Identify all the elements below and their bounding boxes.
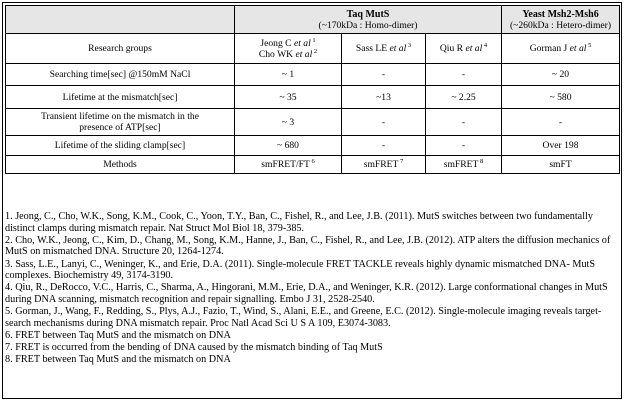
table-cell: smFRET $^7$ [342,156,426,174]
table-row [6,109,620,136]
table-cell: ~ 35 [235,86,342,109]
reference-item: 2. Cho, W.K., Jeong, C., Kim, D., Chang, M., Song, K.M., Hanne, J., Ban, C., Fishel, R., and Lee, J.B. (2012). ATP alters the diffusion mechanics of MutS on mismatched DNA. Structure 20, 1264-1274. [5,234,611,258]
table-header-row [6,6,620,34]
table-cell: - [502,109,620,136]
research-group-cell: Sass LE et al $^3$ [342,34,426,64]
table-cell: - [426,109,502,136]
taq-subtitle: (~170kDa : Homo-dimer) [318,19,418,31]
header-taq-mutS [235,6,502,34]
reference-item: 3. Sass, L.E., Lanyi, C., Weninger, K., and Erie, D.A. (2011). Single-molecule FRET TACKLE reveals highly dynamic mismatched DNA- MutS complexes. Biochemistry 49, 3174-3190. [5,258,596,282]
table-row [6,64,620,86]
reference-item: 5. Gorman, J., Wang, F., Redding, S., Plys, A.J., Fazio, T., Wind, S., Alani, E.E., and Greene, E.C. (2012). Single-molecule imaging reveals target-search mechanisms during DNA mismatch repair. Proc Natl Acad Sci U S A 109, E3074-3083. [5,306,602,329]
table-cell: - [342,136,426,156]
table-cell: - [426,136,502,156]
header-yeast [502,6,620,34]
table-cell: ~ 20 [502,64,620,86]
reference-item: 1. Jeong, C., Cho, W.K., Song, K.M., Cook, C., Yoon, T.Y., Ban, C., Fishel, R., and Lee, J.B. (2011). MutS switches between two fundamentally distinct clamps during mismatch repair. Nat Struct Mol Biol 18, 379-385. [5,211,593,234]
table-cell: smFRET/FT $^6$ [235,156,342,174]
yeast-title: Yeast Msh2-Msh6 [522,8,599,20]
table-cell: - [342,64,426,86]
row-label: Searching time[sec] @150mM NaCl [6,64,235,86]
table-row [6,86,620,109]
research-group-cell: Gorman J et al $^5$ [502,34,620,64]
table-row [6,34,620,64]
header-empty-cell [6,6,235,34]
table-cell: ~13 [342,86,426,109]
comparison-table [5,5,620,174]
table-cell: ~ 1 [235,64,342,86]
table-cell: smFRET $^8$ [426,156,502,174]
table-cell: - [426,64,502,86]
row-label: Lifetime of the sliding clamp[sec] [6,136,235,156]
reference-item: 4. Qiu, R., DeRocco, V.C., Harris, C., Sharma, A., Hingorani, M.M., Erie, D.A., and Weninger, K.R. (2012). Large conformational changes in MutS during DNA scanning, mismatch recognition and repair signalling. Embo J 31, 2528-2540. [5,282,608,305]
reference-item: 7. FRET is occurred from the bending of DNA caused by the mismatch binding of Taq MutS [5,342,383,354]
row-label: Transient lifetime on the mismatch in the presence of ATP[sec] [6,109,235,136]
table-cell: smFT [502,156,620,174]
table-cell: - [342,109,426,136]
table-cell: ~ 3 [235,109,342,136]
row-label: Research groups [6,34,235,64]
row-label: Lifetime at the mismatch[sec] [6,86,235,109]
table-row [6,156,620,174]
row-label: Methods [6,156,235,174]
table-cell: ~ 680 [235,136,342,156]
table-row [6,136,620,156]
reference-item: 6. FRET between Taq MutS and the mismatch on DNA [5,329,231,341]
yeast-subtitle: (~260kDa : Hetero-dimer) [509,19,612,31]
research-group-cell: Qiu R et al $^4$ [426,34,502,64]
research-group-cell: Jeong C et al $^1$ Cho WK et al $^2$ [235,34,342,64]
reference-item: 8. FRET between Taq MutS and the mismatch on DNA [5,354,231,366]
table-cell: Over 198 [502,136,620,156]
table-cell: ~ 580 [502,86,620,109]
references-list [5,211,619,366]
taq-title: Taq MutS [346,8,390,20]
table-cell: ~ 2.25 [426,86,502,109]
